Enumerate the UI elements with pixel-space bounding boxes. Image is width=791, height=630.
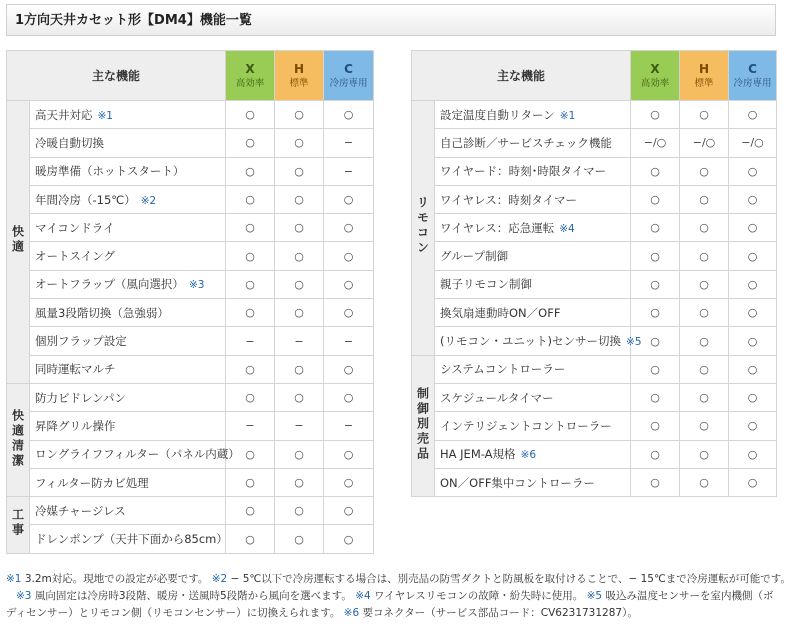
value-x: ○ bbox=[631, 214, 680, 242]
table-row bbox=[7, 497, 374, 525]
table-header-row bbox=[412, 51, 777, 101]
value-x: ○ bbox=[226, 468, 275, 496]
feature-cell bbox=[30, 327, 226, 355]
value-c: ○ bbox=[324, 101, 374, 129]
value-h: ○ bbox=[275, 129, 324, 157]
value-x: ○ bbox=[631, 412, 680, 440]
value-h: ○ bbox=[275, 214, 324, 242]
table-row bbox=[7, 440, 374, 468]
feature-name: ON／OFF集中コントローラー bbox=[440, 475, 595, 490]
value-x: ○ bbox=[631, 299, 680, 327]
feature-name: 冷暖自動切換 bbox=[35, 135, 104, 150]
value-x: ○ bbox=[631, 355, 680, 383]
category-label: 快適 bbox=[10, 225, 25, 256]
table-row bbox=[7, 157, 374, 185]
feature-cell bbox=[435, 185, 631, 213]
feature-cell bbox=[30, 412, 226, 440]
value-x: ○ bbox=[631, 270, 680, 298]
feature-name: インテリジェントコントローラー bbox=[440, 418, 612, 433]
value-h: ○ bbox=[275, 525, 324, 553]
header-h-letter: H bbox=[698, 61, 710, 76]
footnote-ref: ※5 bbox=[626, 336, 642, 349]
value-x: − bbox=[226, 412, 275, 440]
value-h: ○ bbox=[275, 299, 324, 327]
feature-cell bbox=[435, 242, 631, 270]
feature-cell bbox=[30, 157, 226, 185]
value-h: ○ bbox=[680, 412, 729, 440]
feature-name: (リモコン・ユニット)センサー切換 bbox=[440, 334, 622, 349]
value-x: ○ bbox=[631, 383, 680, 411]
function-table-right bbox=[411, 50, 777, 497]
value-c: ○ bbox=[324, 525, 374, 553]
table-row bbox=[412, 242, 777, 270]
header-x-high-efficiency bbox=[226, 51, 275, 101]
header-x-sub: 高効率 bbox=[640, 77, 670, 89]
value-h: ○ bbox=[275, 242, 324, 270]
header-c-cooling-only bbox=[324, 51, 374, 101]
header-c-sub: 冷房専用 bbox=[733, 77, 772, 89]
value-x: ○ bbox=[226, 129, 275, 157]
category-label: 快適清潔 bbox=[10, 408, 25, 469]
value-h: − bbox=[275, 327, 324, 355]
category-label: 工事 bbox=[10, 508, 25, 539]
value-h: − bbox=[275, 412, 324, 440]
function-table-left bbox=[6, 50, 374, 554]
footnote-text: − 5℃以下で冷房運転する場合は、別売品の防雪ダクトと防風板を取付けることで、− 15℃まで冷房運転が可能です。 bbox=[227, 573, 791, 585]
table-row bbox=[7, 327, 374, 355]
value-x: ○ bbox=[226, 214, 275, 242]
footnote-text: ディセンサー）とリモコン側（リモコンセンサー）に切換えられます。 bbox=[6, 607, 344, 619]
feature-cell bbox=[30, 497, 226, 525]
category-cell bbox=[7, 497, 30, 554]
value-c: ○ bbox=[324, 242, 374, 270]
table-row bbox=[7, 242, 374, 270]
value-c: ○ bbox=[729, 355, 777, 383]
feature-cell bbox=[435, 412, 631, 440]
header-h-standard bbox=[275, 51, 324, 101]
feature-cell bbox=[30, 101, 226, 129]
footnote-ref: ※2 bbox=[140, 194, 157, 207]
footnote-ref: ※4 bbox=[559, 222, 575, 235]
feature-cell bbox=[435, 440, 631, 468]
feature-name: グループ制御 bbox=[440, 249, 509, 264]
feature-name: ワイヤレス：時刻タイマー bbox=[440, 192, 577, 207]
header-x-sub: 高効率 bbox=[235, 77, 265, 89]
feature-name: 風量3段階切換（急強弱） bbox=[35, 305, 169, 320]
table-row bbox=[412, 383, 777, 411]
feature-cell bbox=[30, 270, 226, 298]
header-x-letter: X bbox=[245, 61, 255, 76]
value-x: ○ bbox=[226, 355, 275, 383]
value-h: ○ bbox=[680, 355, 729, 383]
value-h: ○ bbox=[680, 214, 729, 242]
value-h: ○ bbox=[275, 270, 324, 298]
value-c: ○ bbox=[324, 383, 374, 411]
feature-cell bbox=[30, 525, 226, 553]
feature-cell bbox=[30, 299, 226, 327]
category-label: リモコン bbox=[415, 196, 430, 257]
header-h-sub: 標準 bbox=[694, 77, 714, 89]
table-row bbox=[412, 101, 777, 129]
footnote-mark: ※5 bbox=[586, 590, 603, 602]
table-row bbox=[412, 412, 777, 440]
feature-name: マイコンドライ bbox=[35, 220, 115, 235]
feature-name: フィルター防カビ処理 bbox=[35, 475, 149, 490]
value-c: − bbox=[324, 129, 374, 157]
feature-cell bbox=[30, 468, 226, 496]
value-c: ○ bbox=[324, 497, 374, 525]
header-c-letter: C bbox=[344, 61, 353, 76]
table-row bbox=[412, 299, 777, 327]
table-row bbox=[412, 327, 777, 355]
value-x: ○ bbox=[631, 440, 680, 468]
value-h: −/○ bbox=[680, 129, 729, 157]
header-x-high-efficiency bbox=[631, 51, 680, 101]
value-x: ○ bbox=[631, 327, 680, 355]
feature-name: 同時運転マルチ bbox=[35, 362, 116, 377]
footnote-ref: ※1 bbox=[559, 109, 576, 122]
value-c: − bbox=[324, 412, 374, 440]
table-row bbox=[7, 412, 374, 440]
value-h: ○ bbox=[680, 440, 729, 468]
footnote-ref: ※6 bbox=[520, 449, 536, 462]
header-c-letter: C bbox=[748, 61, 757, 76]
category-cell bbox=[412, 355, 435, 496]
value-x: ○ bbox=[226, 101, 275, 129]
table-row bbox=[7, 299, 374, 327]
table-row bbox=[412, 270, 777, 298]
value-x: −/○ bbox=[631, 129, 680, 157]
footnote-line-3 bbox=[6, 605, 780, 622]
feature-cell bbox=[30, 355, 226, 383]
category-cell bbox=[412, 101, 435, 356]
value-c: − bbox=[324, 157, 374, 185]
feature-name: ドレンポンプ（天井下面から85cm） bbox=[35, 532, 228, 547]
table-row bbox=[7, 185, 374, 213]
table-row bbox=[7, 129, 374, 157]
value-h: ○ bbox=[680, 299, 729, 327]
feature-cell bbox=[435, 355, 631, 383]
header-main-functions: 主な機能 bbox=[7, 51, 226, 101]
category-label: 制御別売品 bbox=[415, 386, 430, 462]
value-x: ○ bbox=[631, 101, 680, 129]
value-h: ○ bbox=[275, 440, 324, 468]
feature-name: ロングライフフィルター（パネル内蔵） bbox=[35, 447, 240, 462]
value-c: ○ bbox=[324, 468, 374, 496]
feature-name: ワイヤード：時刻･時限タイマー bbox=[440, 164, 607, 179]
value-x: − bbox=[226, 327, 275, 355]
header-h-sub: 標準 bbox=[289, 77, 309, 89]
table-row bbox=[412, 129, 777, 157]
table-row bbox=[412, 157, 777, 185]
value-h: ○ bbox=[680, 327, 729, 355]
value-x: ○ bbox=[631, 185, 680, 213]
category-cell bbox=[7, 383, 30, 496]
feature-cell bbox=[435, 270, 631, 298]
footnote-text: 3.2m対応。現地での設定が必要です。 bbox=[21, 573, 212, 585]
value-x: ○ bbox=[226, 497, 275, 525]
feature-name: スケジュールタイマー bbox=[440, 390, 554, 405]
table-header-row bbox=[7, 51, 374, 101]
feature-name: オートフラップ（風向選択） bbox=[35, 277, 184, 292]
header-c-cooling-only bbox=[729, 51, 777, 101]
feature-name: 個別フラップ設定 bbox=[35, 334, 127, 349]
value-x: ○ bbox=[631, 468, 680, 496]
feature-name: 親子リモコン制御 bbox=[440, 277, 532, 292]
value-c: ○ bbox=[324, 214, 374, 242]
value-x: ○ bbox=[226, 185, 275, 213]
value-h: ○ bbox=[680, 185, 729, 213]
feature-cell bbox=[435, 468, 631, 496]
footnote-line-2 bbox=[6, 588, 780, 605]
feature-cell bbox=[435, 299, 631, 327]
feature-cell bbox=[30, 440, 240, 468]
feature-name: ワイヤレス：応急運転 bbox=[440, 220, 555, 235]
value-x: ○ bbox=[226, 270, 275, 298]
feature-cell bbox=[435, 157, 631, 185]
feature-cell bbox=[435, 101, 631, 129]
feature-name: 暖房準備（ホットスタート） bbox=[35, 164, 185, 179]
value-c: ○ bbox=[324, 185, 374, 213]
footnote-text: 要コネクター（サービス部品コード：CV6231731287）。 bbox=[359, 607, 638, 619]
feature-cell bbox=[435, 327, 642, 355]
value-h: ○ bbox=[275, 497, 324, 525]
feature-cell bbox=[30, 214, 226, 242]
value-c: ○ bbox=[729, 440, 777, 468]
feature-name: オートスイング bbox=[35, 249, 115, 264]
value-c: ○ bbox=[729, 157, 777, 185]
value-h: ○ bbox=[680, 242, 729, 270]
footnote-ref: ※1 bbox=[97, 109, 113, 122]
value-h: ○ bbox=[275, 101, 324, 129]
value-x: ○ bbox=[226, 299, 275, 327]
footnote-text: ワイヤレスリモコンの故障・紛失時に使用。 bbox=[370, 590, 587, 602]
footnote-ref: ※3 bbox=[188, 279, 205, 292]
value-h: ○ bbox=[680, 383, 729, 411]
value-c: ○ bbox=[729, 242, 777, 270]
header-h-standard bbox=[680, 51, 729, 101]
value-c: ○ bbox=[729, 327, 777, 355]
value-h: ○ bbox=[275, 157, 324, 185]
value-x: ○ bbox=[226, 157, 275, 185]
value-c: ○ bbox=[324, 299, 374, 327]
value-c: −/○ bbox=[729, 129, 777, 157]
header-c-sub: 冷房専用 bbox=[329, 77, 368, 89]
feature-cell bbox=[30, 383, 226, 411]
feature-name: 防力ビドレンパン bbox=[35, 390, 126, 405]
footnote-text: 吸込み温度センサーを室内機側（ボ bbox=[602, 590, 774, 602]
footnotes bbox=[6, 571, 791, 622]
category-cell bbox=[7, 101, 30, 384]
footnote-mark: ※3 bbox=[16, 590, 32, 602]
value-c: ○ bbox=[324, 355, 374, 383]
feature-cell bbox=[30, 242, 226, 270]
value-h: ○ bbox=[680, 101, 729, 129]
footnote-mark: ※6 bbox=[343, 607, 360, 619]
value-x: ○ bbox=[226, 242, 275, 270]
feature-name: システムコントローラー bbox=[440, 362, 566, 377]
feature-name: 昇降グリル操作 bbox=[35, 418, 116, 433]
table-row bbox=[7, 101, 374, 129]
footnote-text: 風向固定は冷房時3段階、暖房・送風時5段階から風向を選べます。 bbox=[31, 590, 356, 602]
header-main-functions: 主な機能 bbox=[412, 51, 631, 101]
value-x: ○ bbox=[631, 242, 680, 270]
value-h: ○ bbox=[680, 270, 729, 298]
feature-name: 年間冷房（-15℃） bbox=[35, 192, 136, 207]
footnote-mark: ※2 bbox=[211, 573, 228, 585]
feature-name: 冷媒チャージレス bbox=[35, 503, 126, 518]
table-row bbox=[7, 383, 374, 411]
value-h: ○ bbox=[680, 157, 729, 185]
value-c: ○ bbox=[729, 214, 777, 242]
table-row bbox=[7, 214, 374, 242]
table-row bbox=[412, 440, 777, 468]
table-row bbox=[7, 270, 374, 298]
value-x: ○ bbox=[631, 157, 680, 185]
value-x: ○ bbox=[226, 440, 275, 468]
feature-name: 自己診断／サービスチェック機能 bbox=[440, 135, 612, 150]
value-h: ○ bbox=[680, 468, 729, 496]
value-c: ○ bbox=[729, 270, 777, 298]
table-row bbox=[412, 355, 777, 383]
value-c: ○ bbox=[729, 383, 777, 411]
table-row bbox=[7, 525, 374, 553]
footnote-mark: ※4 bbox=[355, 590, 371, 602]
feature-cell bbox=[30, 129, 226, 157]
footnote-mark: ※1 bbox=[6, 573, 22, 585]
value-c: ○ bbox=[729, 299, 777, 327]
feature-cell bbox=[435, 214, 631, 242]
value-h: ○ bbox=[275, 383, 324, 411]
feature-name: 設定温度自動リターン bbox=[440, 107, 555, 122]
table-row bbox=[412, 214, 777, 242]
table-row bbox=[412, 468, 777, 496]
feature-name: 換気扇連動時ON／OFF bbox=[440, 305, 561, 320]
table-row bbox=[7, 355, 374, 383]
footnote-line-1 bbox=[6, 571, 791, 588]
value-c: − bbox=[324, 327, 374, 355]
table-row bbox=[7, 468, 374, 496]
value-c: ○ bbox=[729, 185, 777, 213]
feature-name: HA JEM-A規格 bbox=[440, 447, 516, 462]
header-h-letter: H bbox=[293, 61, 305, 76]
value-c: ○ bbox=[729, 468, 777, 496]
value-c: ○ bbox=[324, 270, 374, 298]
value-h: ○ bbox=[275, 185, 324, 213]
feature-cell bbox=[435, 383, 631, 411]
value-x: ○ bbox=[226, 383, 275, 411]
feature-cell bbox=[30, 185, 226, 213]
value-c: ○ bbox=[729, 412, 777, 440]
value-c: ○ bbox=[324, 440, 374, 468]
value-h: ○ bbox=[275, 355, 324, 383]
value-h: ○ bbox=[275, 468, 324, 496]
feature-cell bbox=[435, 129, 631, 157]
table-row bbox=[412, 185, 777, 213]
feature-name: 高天井対応 bbox=[35, 107, 93, 122]
header-x-letter: X bbox=[650, 61, 660, 76]
page-title: 1方向天井カセット形【DM4】機能一覧 bbox=[6, 4, 776, 36]
value-x: ○ bbox=[226, 525, 275, 553]
value-c: ○ bbox=[729, 101, 777, 129]
